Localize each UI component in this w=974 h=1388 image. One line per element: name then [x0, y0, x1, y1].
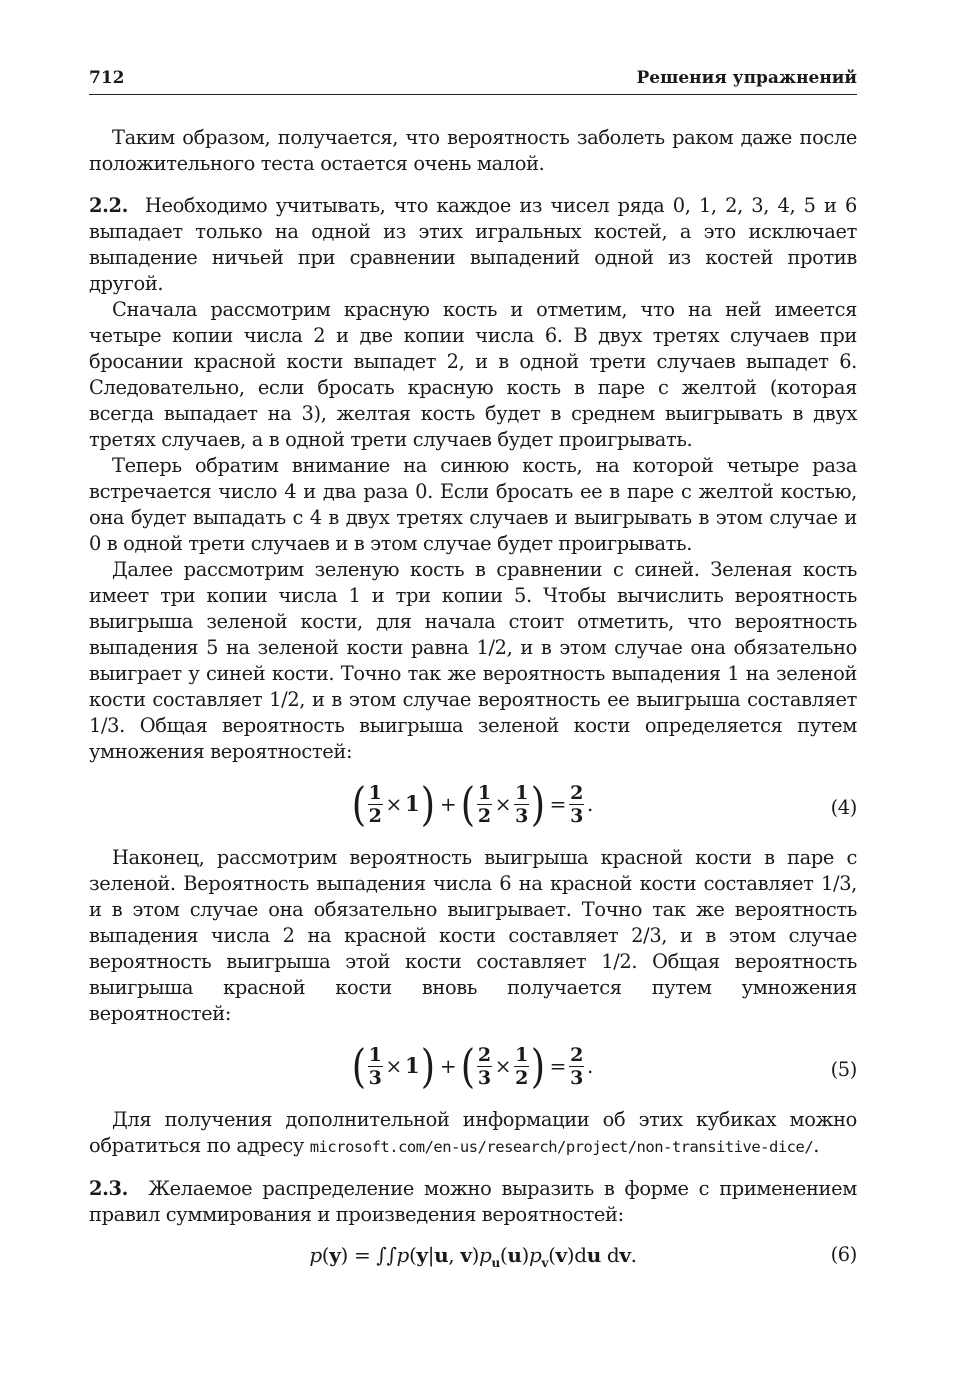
exercise-2-2-p5: Наконец, рассмотрим вероятность выигрыша красной кости в паре с зеленой. Вероятность выпадения числа 6 на красной кости составляет 1/3, и в этом случае она обязательно выигрывает. Точно так же вероятность выпадения числа 2 на красной кости составляет 2/3, и в этом случае вероятность выигрыша этой кости составляет 1/2. Общая вероятность выигрыша красной кости вновь получается путем умножения вероятностей:	[89, 846, 857, 1025]
equation-6: p(y) = ∫∫p(y|u, $v)p_u(u)p_v(v)du$ dv. (6)	[309, 1243, 857, 1270]
page-body	[89, 125, 857, 1280]
running-header	[89, 66, 857, 95]
section-title: Решения упражнений	[636, 68, 857, 88]
equation-number: (5)	[830, 1058, 857, 1081]
equation-number: (6)	[830, 1243, 857, 1266]
equation-number: (4)	[830, 796, 857, 819]
dice-url: microsoft.com/en-us/research/project/non-transitive-dice/	[309, 1138, 814, 1156]
exercise-2-2-p4: Далее рассмотрим зеленую кость в сравнении с синей. Зеленая кость имеет три копии числа 1 и три копии 5. Чтобы вычислить вероятность выигрыша зеленой кости, для начала стоит отметить, что вероятность выпадения 5 на зеленой кости равна 1/2, и в этом случае она обязательно выиграет у синей кости. Точно так же вероятность выпадения 1 на зеленой кости составляет 1/2, и в этом случае вероятность ее выигрыша составляет 1/3. Общая вероятность выигрыша зеленой кости определяется путем умножения вероятностей:	[89, 558, 857, 763]
equation-4: ( $\frac{1}{2}$ × 1) + ( $\frac{1}{2}$ × $\frac{1}{3}$ ) = $\frac{2}{3}$ . (4)	[351, 777, 857, 831]
exercise-2-2-p3: Теперь обратим внимание на синюю кость, на которой четыре раза встречается число 4 и два раза 0. Если бросать ее в паре с желтой костью, она будет выпадать с 4 в двух третях случаев и выигрывать в этом случае и 0 в одной трети случаев и в этом случае будет проигрывать.	[89, 454, 857, 555]
equation-5: ( $\frac{1}{3}$ × 1) + ( $\frac{2}{3}$ × $\frac{1}{2}$ ) = $\frac{2}{3}$ . (5)	[351, 1039, 857, 1093]
exercise-2-3-p1: 2.3. Желаемое распределение можно выразить в форме с применением правил суммирования и произведения вероятностей:	[89, 1177, 857, 1226]
exercise-label-2-2: 2.2.	[89, 194, 129, 217]
exercise-2-2-p2: Сначала рассмотрим красную кость и отметим, что на ней имеется четыре копии числа 2 и две копии числа 6. В двух третях случаев при бросании красной кости выпадет 2, и в одной трети случаев выпадет 6. Следовательно, если бросать красную кость в паре с желтой (которая всегда выпадает на 3), желтая кость будет в среднем выигрывать в двух третях случаев, а в одной трети случаев будет проигрывать.	[89, 298, 857, 451]
paragraph-intro: Таким образом, получается, что вероятность заболеть раком даже после положительного теста остается очень малой.	[89, 126, 857, 175]
exercise-2-2-p6: Для получения дополнительной информации об этих кубиках можно обратиться по адресу microsoft.com/en-us/research/project/non-transitive-dice/.	[89, 1108, 857, 1157]
page-number: 712	[89, 68, 125, 88]
exercise-label-2-3: 2.3.	[89, 1177, 129, 1200]
exercise-2-2-p1: 2.2. Необходимо учитывать, что каждое из чисел ряда 0, 1, 2, 3, 4, 5 и 6 выпадает только на одной из этих игральных костей, а это исключает выпадение ничьей при сравнении выпадений одной из костей против другой.	[89, 194, 857, 295]
